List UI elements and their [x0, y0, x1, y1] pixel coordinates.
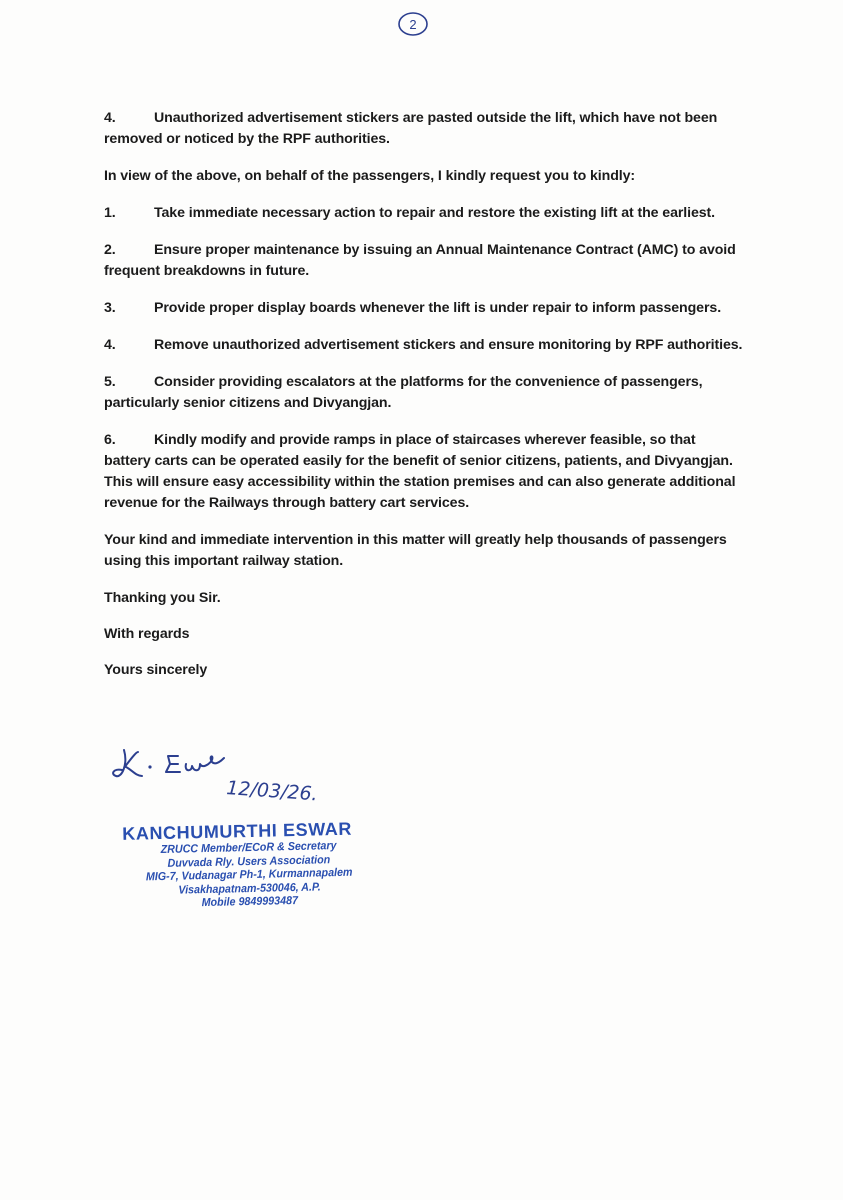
request-item: [104, 240, 744, 282]
stamp-line-address: MIG-7, Vudanagar Ph-1, Kurmannapalem: [145, 866, 353, 884]
request-item: [104, 335, 744, 356]
closing-paragraph: [104, 530, 744, 572]
handwritten-signature: [108, 740, 358, 810]
request-item: [104, 372, 744, 414]
thanks-line: Thanking you Sir.: [104, 590, 221, 606]
page-number-mark: [395, 10, 431, 38]
stamp-name: KANCHUMURTHI ESWAR: [122, 818, 353, 844]
item-text: Remove unauthorized advertisement stickers and ensure monitoring by RPF authorities.: [154, 337, 743, 353]
item-text: Consider providing escalators at the platforms for the convenience of passengers, particularly senior citizens and Divyangjan.: [104, 374, 703, 411]
item-number: 5.: [104, 374, 116, 390]
signature-date: 12/03/26.: [225, 777, 319, 806]
item-number: 2.: [104, 242, 116, 258]
sincerely-line: Yours sincerely: [104, 662, 208, 678]
stamp-line-mobile: Mobile 9849993487: [201, 894, 299, 910]
item-text: Provide proper display boards whenever the lift is under repair to inform passengers.: [154, 300, 722, 316]
request-intro: [104, 166, 744, 187]
stamp-line-city: Visakhapatnam-530046, A.P.: [178, 880, 321, 897]
item-text: Take immediate necessary action to repair and restore the existing lift at the earliest.: [154, 205, 716, 221]
closing-text: Your kind and immediate intervention in this matter will greatly help thousands of passengers using this important railway station.: [104, 532, 727, 569]
item-text: Kindly modify and provide ramps in place of staircases wherever feasible, so that battery carts can be operated easily for the benefit of senior citizens, patients, and Divyangjan. This will ensure easy accessibility within the station premises and can also generate additional revenue for the Railways through battery cart services.: [104, 432, 736, 511]
item-number: 3.: [104, 300, 116, 316]
request-item: [104, 203, 744, 224]
request-item: [104, 298, 744, 319]
item-number: 4.: [104, 110, 116, 126]
signature-drawing: [108, 740, 358, 810]
stamp-line-designation: ZRUCC Member/ECoR & Secretary: [160, 840, 337, 857]
item-text: Ensure proper maintenance by issuing an Annual Maintenance Contract (AMC) to avoid frequent breakdowns in future.: [104, 242, 736, 279]
item-number: 6.: [104, 432, 116, 448]
stamp-line-association: Duvvada Rly. Users Association: [167, 853, 331, 870]
request-item: [104, 430, 744, 514]
regards-line: With regards: [104, 626, 190, 642]
letter-body: [104, 108, 744, 696]
page-number-text: 2: [409, 17, 417, 32]
body-paragraph: [104, 108, 744, 150]
item-number: 1.: [104, 205, 116, 221]
item-number: 4.: [104, 337, 116, 353]
circled-page-number: [395, 10, 431, 38]
intro-text: In view of the above, on behalf of the passengers, I kindly request you to kindly:: [104, 168, 636, 184]
item-text: Unauthorized advertisement stickers are pasted outside the lift, which have not been removed or noticed by the RPF authorities.: [104, 110, 718, 147]
rubber-stamp: [118, 817, 380, 912]
